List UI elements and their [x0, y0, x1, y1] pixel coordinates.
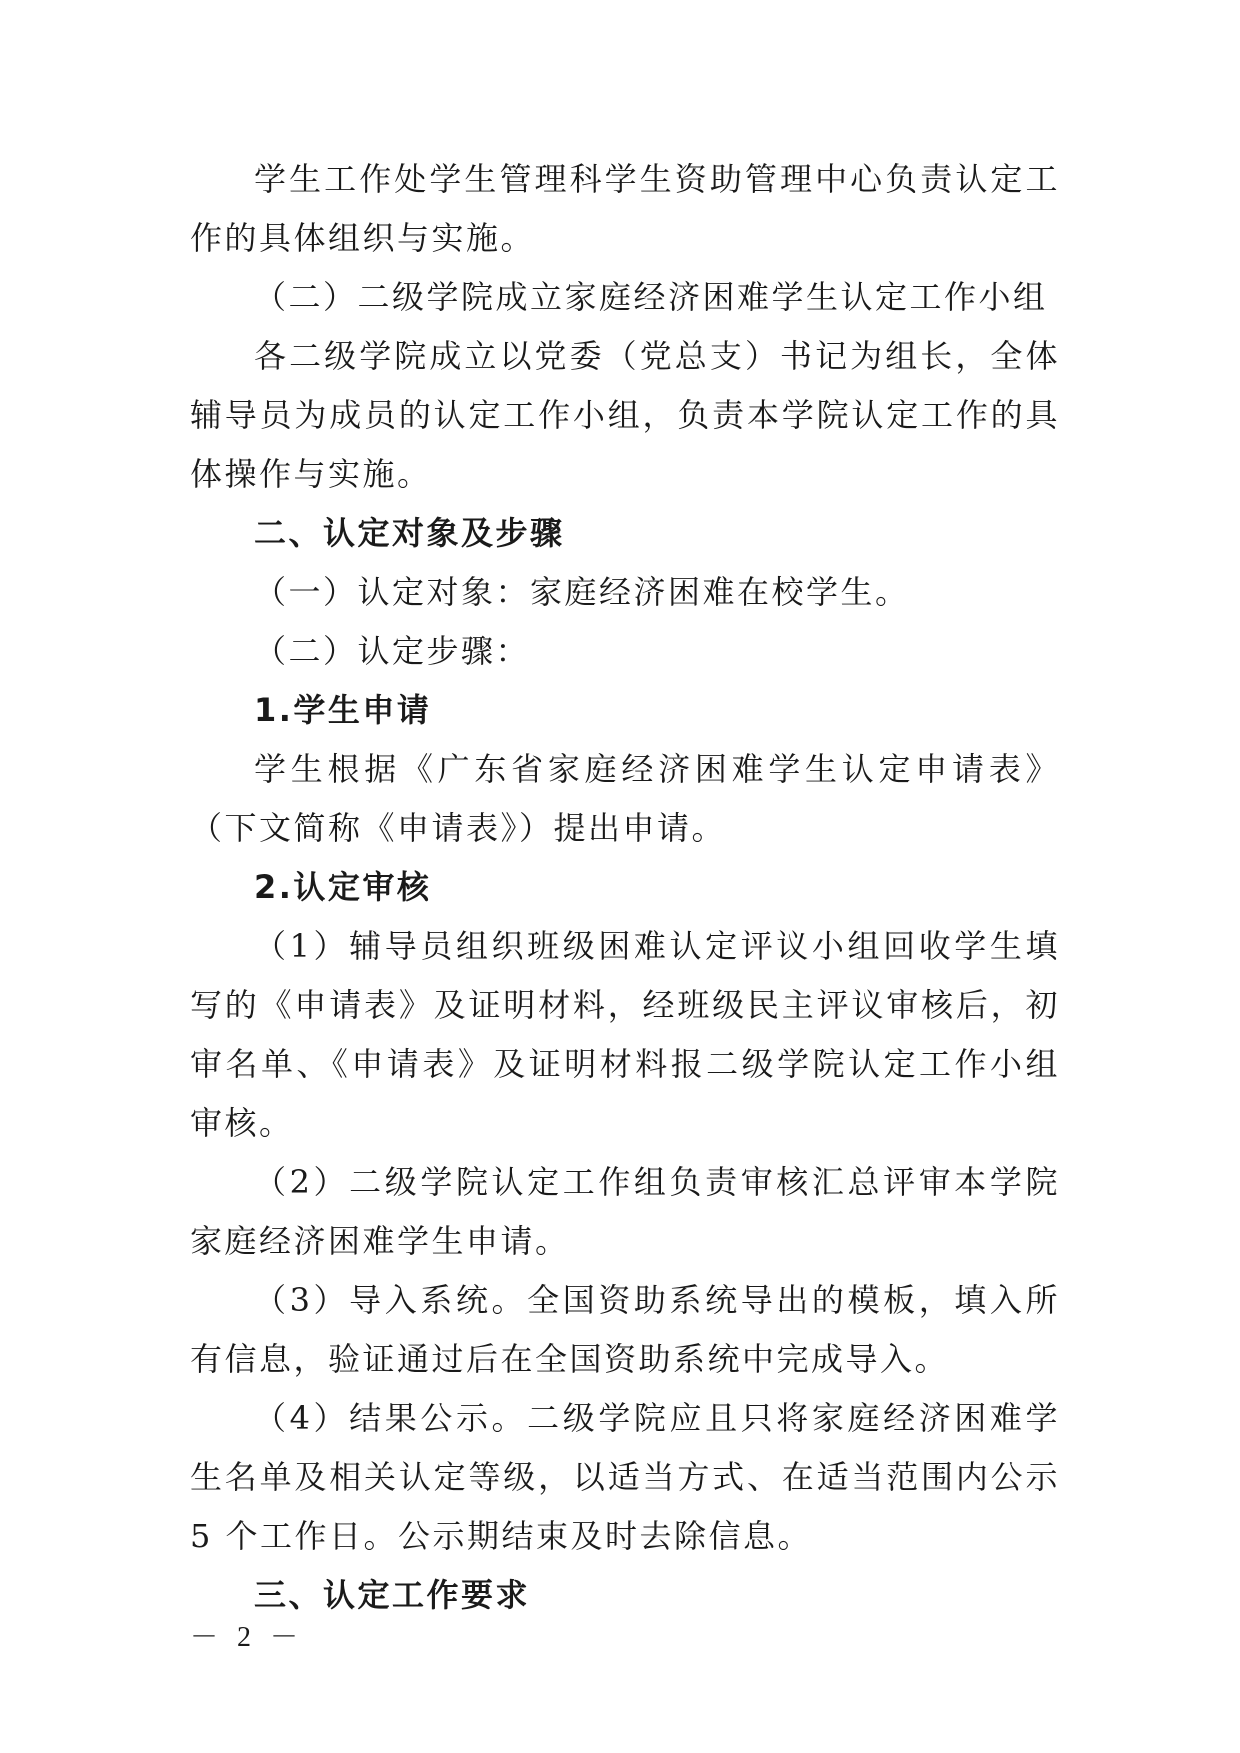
paragraph: （3）导入系统。全国资助系统导出的模板，填入所有信息，验证通过后在全国资助系统中完成导入。 — [190, 1281, 1060, 1378]
step-heading: 2.认定审核 — [254, 868, 432, 906]
document-body — [190, 150, 1060, 1625]
paragraph: （1）辅导员组织班级困难认定评议小组回收学生填写的《申请表》及证明材料，经班级民主评议审核后，初审名单、《申请表》及证明材料报二级学院认定工作小组审核。 — [190, 927, 1060, 1142]
paragraph: 各二级学院成立以党委（党总支）书记为组长，全体辅导员为成员的认定工作小组，负责本学院认定工作的具体操作与实施。 — [190, 337, 1060, 493]
paragraph: （2）二级学院认定工作组负责审核汇总评审本学院家庭经济困难学生申请。 — [190, 1163, 1060, 1260]
paragraph: （4）结果公示。二级学院应且只将家庭经济困难学生名单及相关认定等级，以适当方式、在适当范围内公示 5 个工作日。公示期结束及时去除信息。 — [190, 1399, 1060, 1555]
step-heading: 1.学生申请 — [254, 691, 432, 729]
paragraph: （一）认定对象：家庭经济困难在校学生。 — [254, 573, 910, 611]
page-number: － 2 － — [190, 1622, 305, 1653]
paragraph: （二）认定步骤： — [254, 632, 531, 670]
paragraph: 学生工作处学生管理科学生资助管理中心负责认定工作的具体组织与实施。 — [190, 160, 1060, 257]
subsection-heading: （二）二级学院成立家庭经济困难学生认定工作小组 — [254, 278, 1048, 316]
section-heading: 二、认定对象及步骤 — [254, 514, 565, 552]
section-heading: 三、认定工作要求 — [254, 1576, 531, 1614]
paragraph: 学生根据《广东省家庭经济困难学生认定申请表》（下文简称《申请表》）提出申请。 — [190, 750, 1060, 847]
